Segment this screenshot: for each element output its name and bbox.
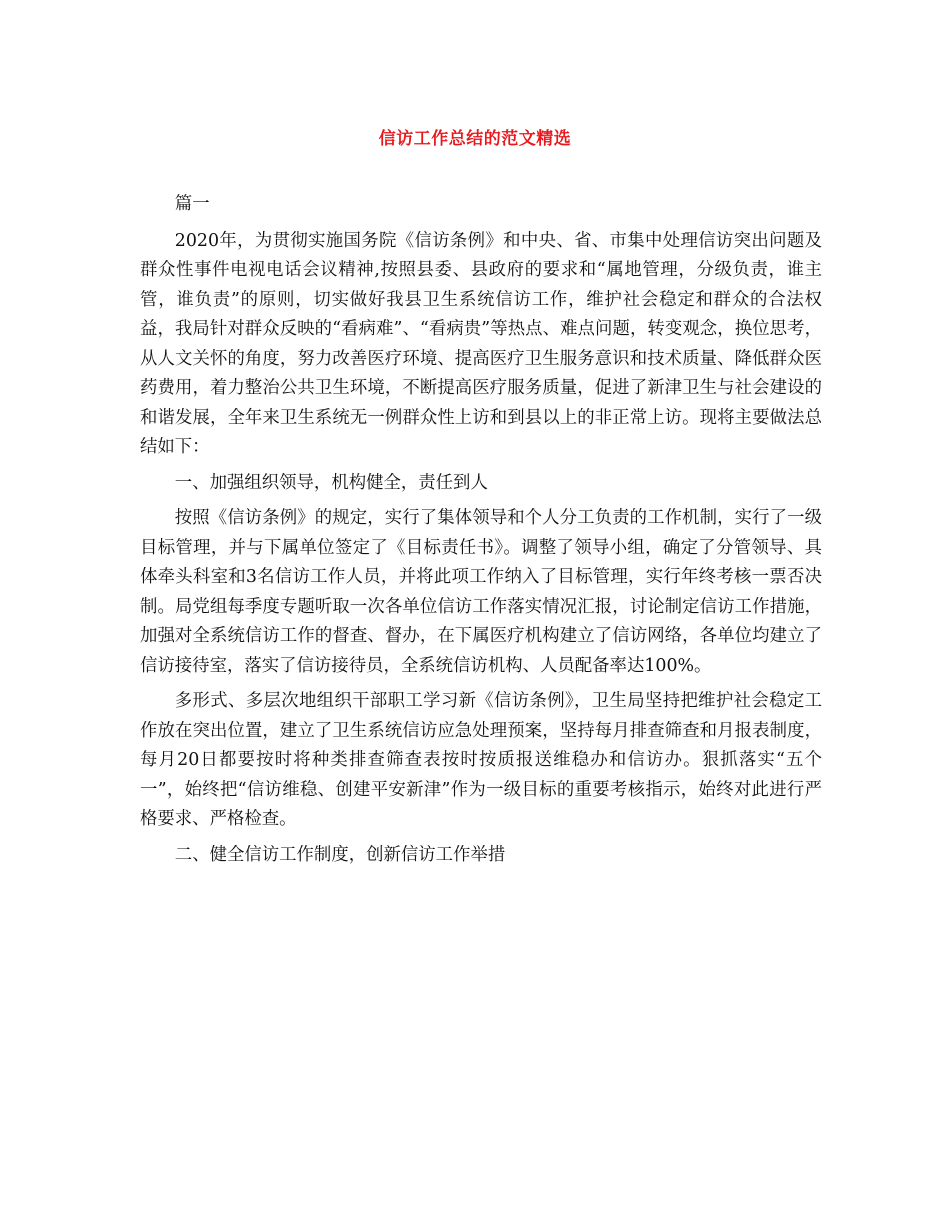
paragraph: 2020年，为贯彻实施国务院《信访条例》和中央、省、市集中处理信访突出问题及群众性事件电视电话会议精神,按照县委、县政府的要求和“属地管理，分级负责，谁主管，谁负责”的原则，切实做好我县卫生系统信访工作，维护社会稳定和群众的合法权益，我局针对群众反映的“看病难”、“看病贵”等热点、难点问题，转变观念，换位思考，从人文关怀的角度，努力改善医疗环境、提高医疗卫生服务意识和技术质量、降低群众医药费用，着力整治公共卫生环境，不断提高医疗服务质量，促进了新津卫生与社会建设的和谐发展，全年来卫生系统无一例群众性上访和到县以上的非正常上访。现将主要做法总结如下： [140,230,822,457]
section-label: 篇一 [174,194,210,214]
paragraph: 多形式、多层次地组织干部职工学习新《信访条例》，卫生局坚持把维护社会稳定工作放在突出位置，建立了卫生系统信访应急处理预案，坚持每月排查筛查和月报表制度，每月20日都要按时将种类排查筛查表按时按质报送维稳办和信访办。狠抓落实“五个一”，始终把“信访维稳、创建平安新津”作为一级目标的重要考核指示，始终对此进行严格要求、严格检查。 [140,691,822,829]
paragraph: 按照《信访条例》的规定，实行了集体领导和个人分工负责的工作机制，实行了一级目标管理，并与下属单位签定了《目标责任书》。调整了领导小组，确定了分管领导、具体牵头科室和3名信访工作人员，并将此项工作纳入了目标管理，实行年终考核一票否决制。局党组每季度专题听取一次各单位信访工作落实情况汇报，讨论制定信访工作措施，加强对全系统信访工作的督查、督办，在下属医疗机构建立了信访网络，各单位均建立了信访接待室，落实了信访接待员，全系统信访机构、人员配备率达100%。 [140,508,822,676]
section-heading: 二、健全信访工作制度，创新信访工作举措 [174,844,506,865]
document-body [140,190,822,876]
document-title: 信访工作总结的范文精选 [378,129,572,149]
section-heading: 一、加强组织领导，机构健全，责任到人 [174,472,488,493]
